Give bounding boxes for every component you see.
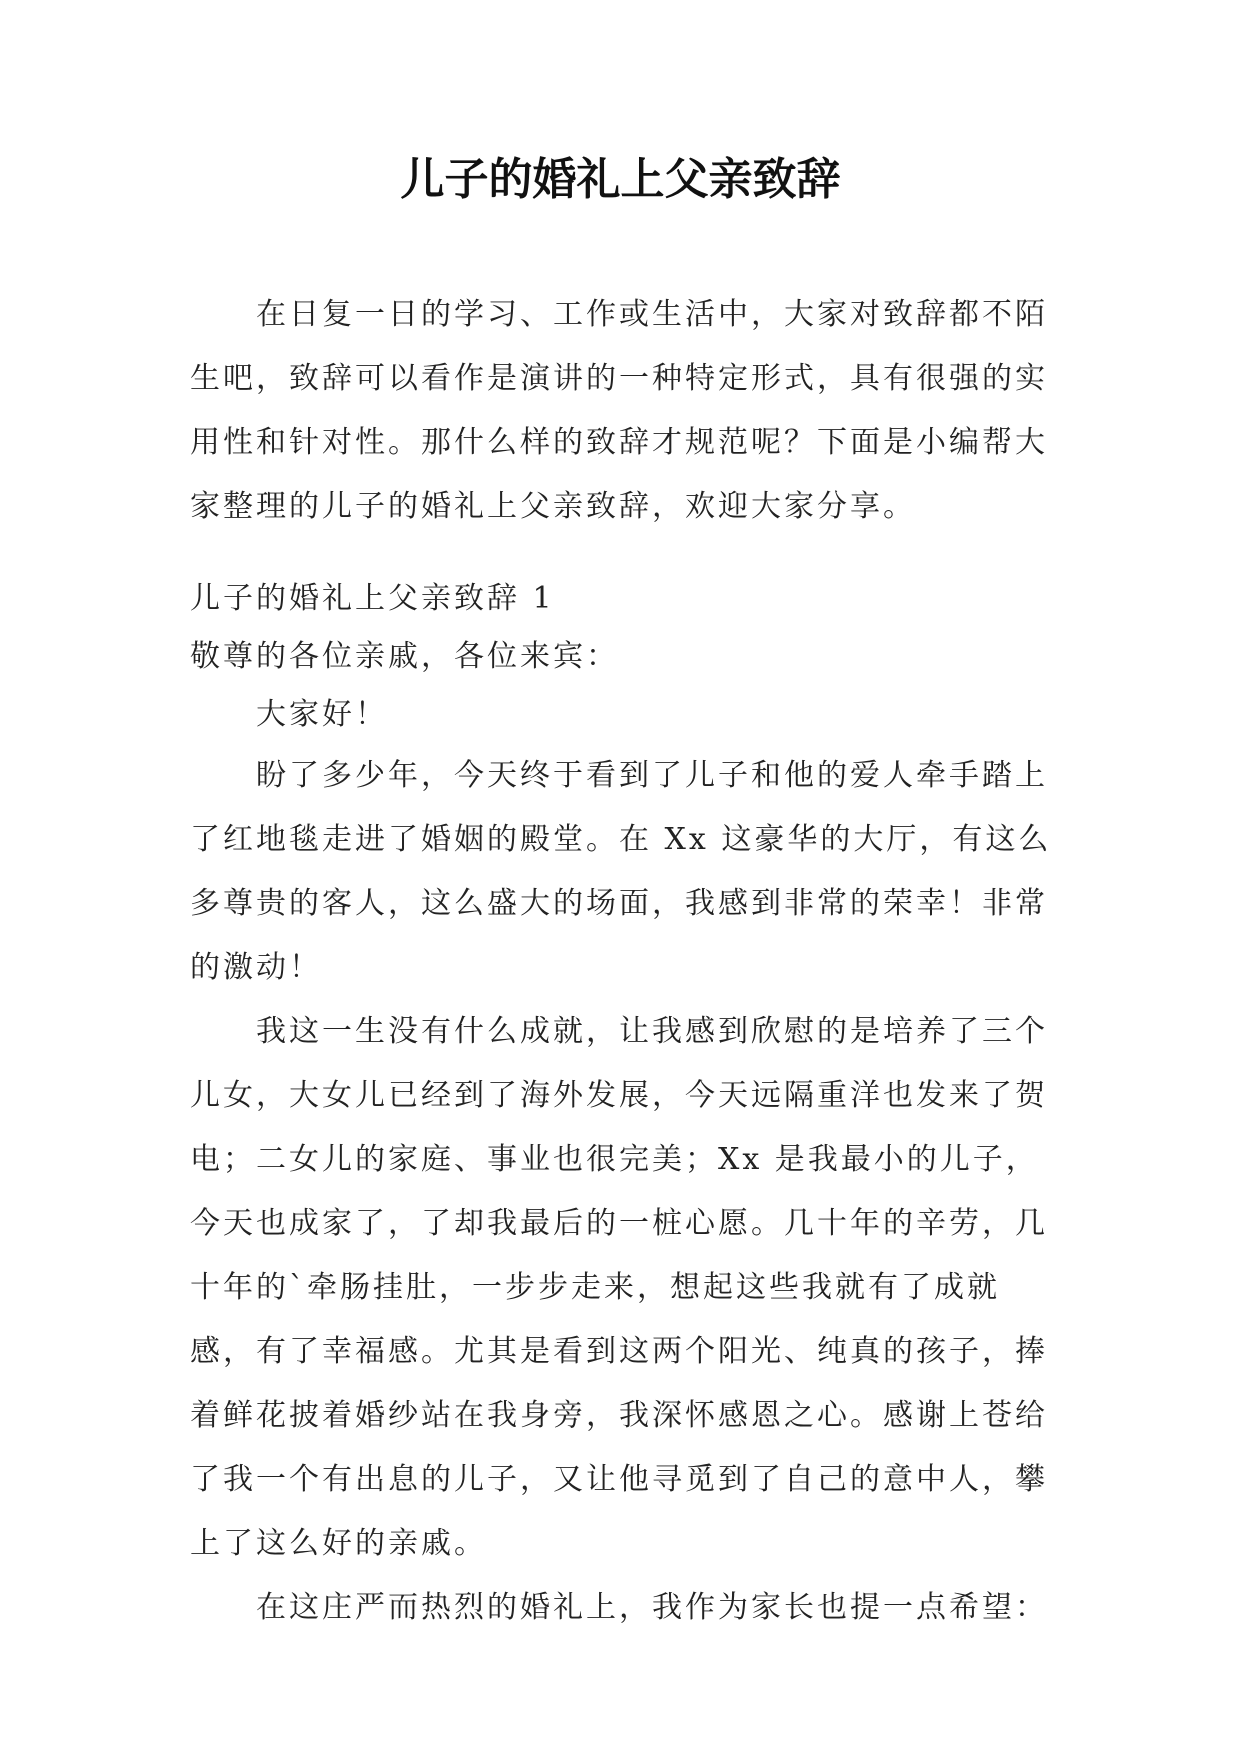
document-title: 儿子的婚礼上父亲致辞 <box>400 154 841 205</box>
speech-paragraph-2: 我这一生没有什么成就，让我感到欣慰的是培养了三个儿女，大女儿已经到了海外发展，今天远隔重洋也发来了贺电；二女儿的家庭、事业也很完美；Xx 是我最小的儿子，今天也成家了，了却我最后的一桩心愿。几十年的辛劳，几十年的`牵肠挂肚，一步步走来，想起这些我就有了成就感，有了幸福感。尤其是看到这两个阳光、纯真的孩子，捧着鲜花披着婚纱站在我身旁，我深怀感恩之心。感谢上苍给了我一个有出息的儿子，又让他寻觅到了自己的意中人，攀上了这么好的亲戚。 <box>190 1014 1048 1561</box>
speech-paragraph-1: 盼了多少年，今天终于看到了儿子和他的爱人牵手踏上了红地毯走进了婚姻的殿堂。在 Xx 这豪华的大厅，有这么多尊贵的客人，这么盛大的场面，我感到非常的荣幸！非常的激动！ <box>190 758 1052 985</box>
intro-paragraph <box>190 283 1052 539</box>
speech-section <box>190 570 1052 1640</box>
greeting: 大家好！ <box>256 697 388 732</box>
speech-paragraph-3: 在这庄严而热烈的婚礼上，我作为家长也提一点希望： <box>256 1590 1048 1625</box>
intro-text: 在日复一日的学习、工作或生活中，大家对致辞都不陌生吧，致辞可以看作是演讲的一种特定形式，具有很强的实用性和针对性。那什么样的致辞才规范呢？下面是小编帮大家整理的儿子的婚礼上父亲致辞，欢迎大家分享。 <box>190 297 1048 524</box>
salutation: 敬尊的各位亲戚，各位来宾： <box>190 639 619 674</box>
section-heading: 儿子的婚礼上父亲致辞 1 <box>190 581 555 616</box>
